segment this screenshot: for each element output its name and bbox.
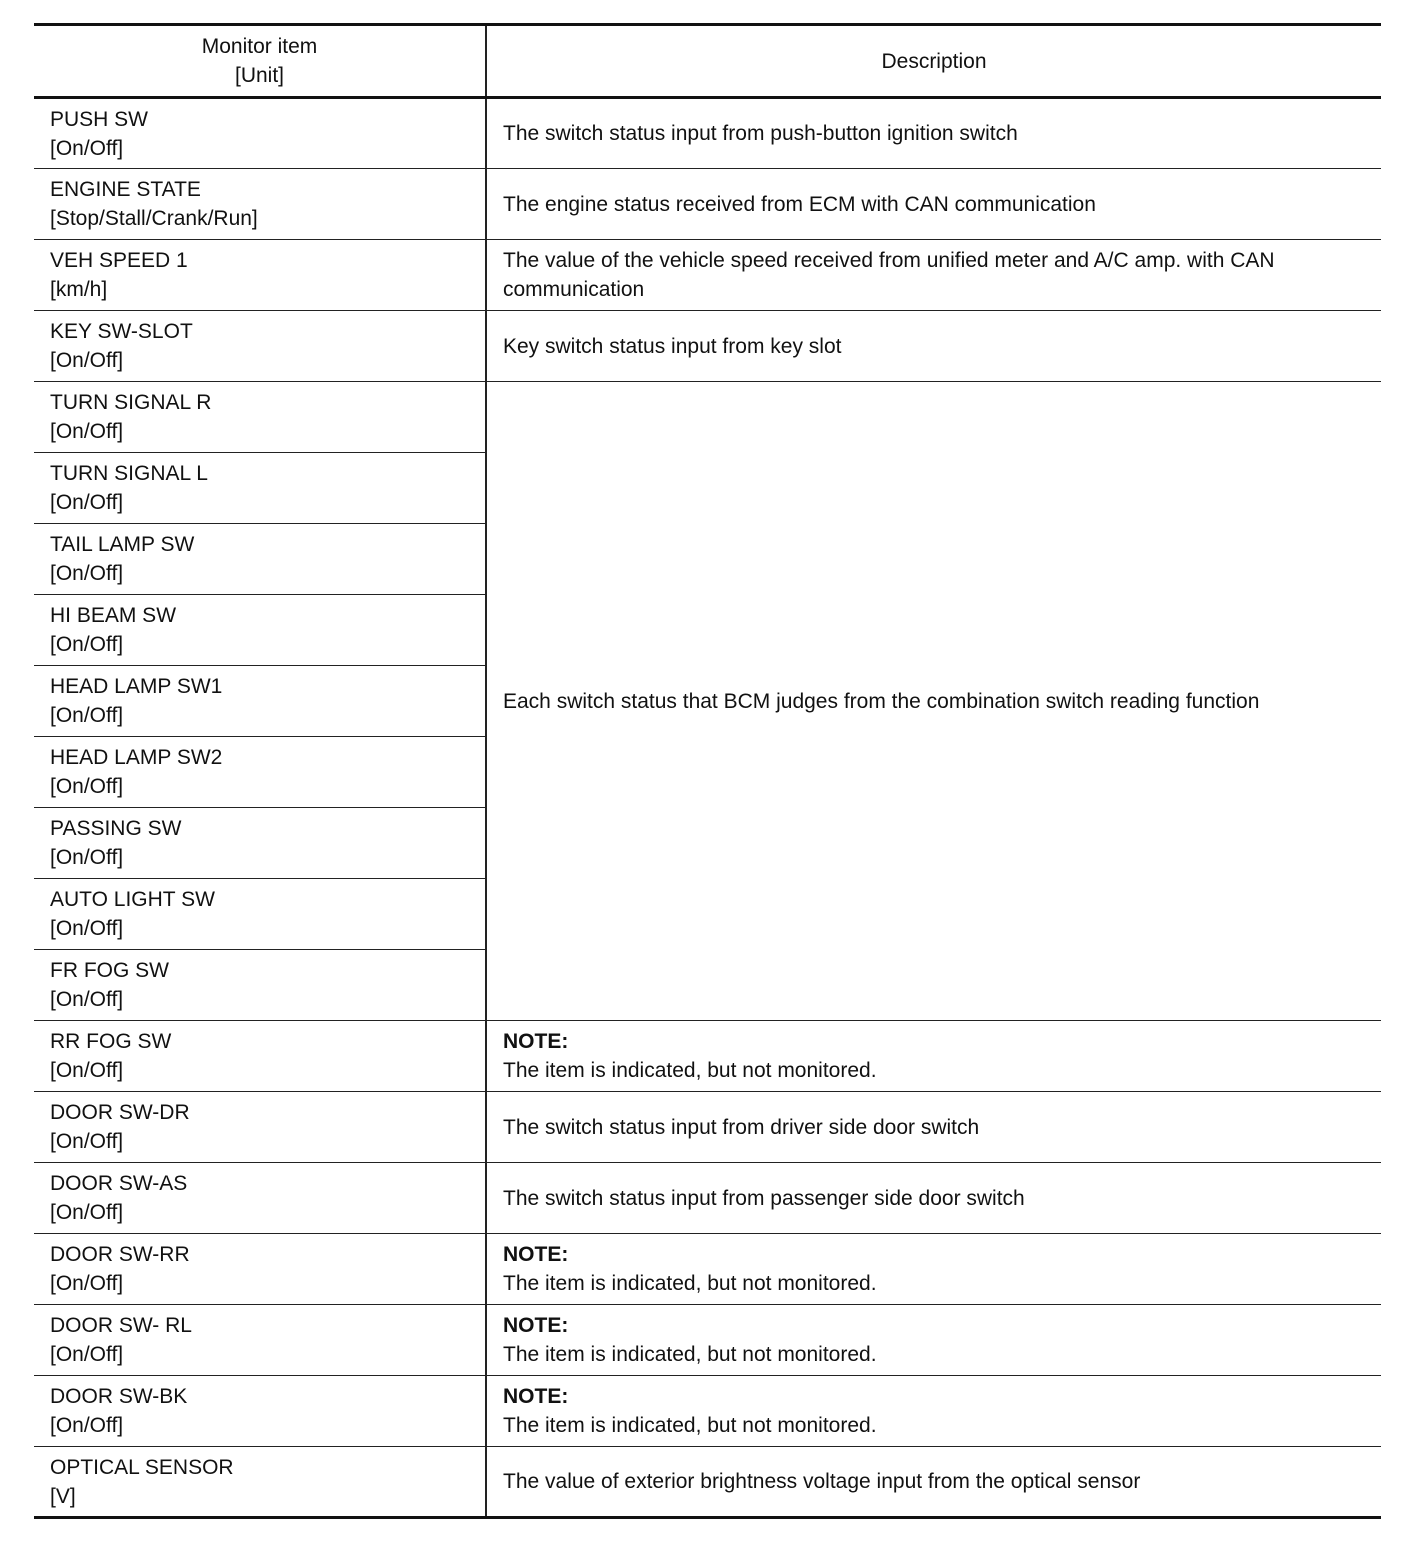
table-row bbox=[34, 1163, 1381, 1234]
item-unit: [On/Off] bbox=[50, 1201, 124, 1224]
item-unit: [On/Off] bbox=[50, 349, 124, 372]
item-name: ENGINE STATE bbox=[50, 178, 201, 201]
item-unit: [On/Off] bbox=[50, 420, 124, 443]
table-row bbox=[34, 98, 1381, 169]
description-cell bbox=[486, 169, 1381, 240]
note-text: The item is indicated, but not monitored. bbox=[503, 1272, 877, 1295]
item-description: Each switch status that BCM judges from the combination switch reading function bbox=[503, 689, 1260, 713]
monitor-item-cell bbox=[34, 311, 486, 382]
item-name: PUSH SW bbox=[50, 107, 149, 131]
item-name: OPTICAL SENSOR bbox=[50, 1455, 234, 1479]
header-description-label: Description bbox=[881, 49, 987, 73]
item-description: The switch status input from passenger side door switch bbox=[503, 1186, 1025, 1210]
item-name: TURN SIGNAL L bbox=[50, 462, 208, 485]
note-label: NOTE: bbox=[503, 1030, 569, 1053]
monitor-item-cell bbox=[34, 453, 486, 524]
item-unit: [V] bbox=[50, 1484, 76, 1508]
description-cell bbox=[486, 1376, 1381, 1447]
item-unit: [On/Off] bbox=[50, 846, 124, 869]
monitor-item-table bbox=[34, 23, 1381, 1519]
item-description: The switch status input from driver side door switch bbox=[503, 1115, 980, 1139]
table-row bbox=[34, 1021, 1381, 1092]
monitor-item-cell bbox=[34, 666, 486, 737]
monitor-item-cell bbox=[34, 240, 486, 311]
item-name: VEH SPEED 1 bbox=[50, 249, 188, 272]
description-cell bbox=[486, 240, 1381, 311]
item-unit: [Stop/Stall/Crank/Run] bbox=[50, 207, 258, 230]
note-text: The item is indicated, but not monitored. bbox=[503, 1343, 877, 1366]
table-row bbox=[34, 1447, 1381, 1518]
monitor-item-cell bbox=[34, 1447, 486, 1518]
description-cell bbox=[486, 1092, 1381, 1163]
item-description: The value of the vehicle speed received from unified meter and A/C amp. with CAN communication bbox=[503, 249, 1275, 301]
table-header-row bbox=[34, 25, 1381, 98]
monitor-item-cell bbox=[34, 1021, 486, 1092]
item-name: HI BEAM SW bbox=[50, 604, 177, 627]
item-unit: [On/Off] bbox=[50, 1343, 124, 1366]
item-name: KEY SW-SLOT bbox=[50, 320, 193, 343]
monitor-item-cell bbox=[34, 169, 486, 240]
description-cell-merged bbox=[486, 382, 1381, 1021]
note-label: NOTE: bbox=[503, 1314, 569, 1337]
item-description: Key switch status input from key slot bbox=[503, 334, 842, 358]
item-name: PASSING SW bbox=[50, 817, 182, 840]
item-name: RR FOG SW bbox=[50, 1030, 172, 1053]
description-cell bbox=[486, 1234, 1381, 1305]
item-unit: [On/Off] bbox=[50, 1059, 124, 1082]
description-cell bbox=[486, 311, 1381, 382]
table-row bbox=[34, 1092, 1381, 1163]
description-cell bbox=[486, 1447, 1381, 1518]
item-unit: [On/Off] bbox=[50, 775, 124, 798]
item-unit: [On/Off] bbox=[50, 562, 124, 585]
note-text: The item is indicated, but not monitored. bbox=[503, 1414, 877, 1437]
note-label: NOTE: bbox=[503, 1243, 569, 1266]
header-unit-label: [Unit] bbox=[234, 64, 284, 87]
monitor-item-cell bbox=[34, 595, 486, 666]
item-description: The switch status input from push-button ignition switch bbox=[503, 122, 1018, 145]
item-name: FR FOG SW bbox=[50, 959, 169, 982]
item-unit: [On/Off] bbox=[50, 704, 124, 727]
item-unit: [On/Off] bbox=[50, 1272, 124, 1295]
monitor-item-cell bbox=[34, 382, 486, 453]
item-unit: [On/Off] bbox=[50, 1414, 124, 1437]
item-name: DOOR SW-AS bbox=[50, 1172, 188, 1195]
monitor-item-cell bbox=[34, 1234, 486, 1305]
header-description bbox=[486, 25, 1381, 98]
table-row bbox=[34, 1305, 1381, 1376]
table-row bbox=[34, 1234, 1381, 1305]
header-monitor-item bbox=[34, 25, 486, 98]
note-label: NOTE: bbox=[503, 1385, 569, 1408]
item-name: TAIL LAMP SW bbox=[50, 533, 195, 556]
description-cell bbox=[486, 1163, 1381, 1234]
item-name: HEAD LAMP SW2 bbox=[50, 746, 223, 769]
monitor-item-cell bbox=[34, 879, 486, 950]
monitor-item-cell bbox=[34, 950, 486, 1021]
item-description: The value of exterior brightness voltage input from the optical sensor bbox=[503, 1470, 1141, 1493]
item-name: DOOR SW-RR bbox=[50, 1243, 190, 1266]
monitor-item-cell bbox=[34, 524, 486, 595]
description-cell bbox=[486, 1305, 1381, 1376]
item-unit: [km/h] bbox=[50, 278, 108, 301]
table-row bbox=[34, 240, 1381, 311]
item-name: DOOR SW-DR bbox=[50, 1101, 190, 1124]
header-monitor-item-label: Monitor item bbox=[201, 35, 318, 58]
item-name: TURN SIGNAL R bbox=[50, 391, 212, 414]
table-row bbox=[34, 169, 1381, 240]
monitor-item-cell bbox=[34, 1092, 486, 1163]
note-text: The item is indicated, but not monitored. bbox=[503, 1059, 877, 1082]
item-unit: [On/Off] bbox=[50, 633, 124, 656]
monitor-item-cell bbox=[34, 1305, 486, 1376]
item-name: HEAD LAMP SW1 bbox=[50, 675, 223, 698]
item-unit: [On/Off] bbox=[50, 917, 124, 940]
description-cell bbox=[486, 98, 1381, 169]
monitor-item-cell bbox=[34, 1163, 486, 1234]
table-row bbox=[34, 311, 1381, 382]
table-row bbox=[34, 382, 1381, 453]
item-description: The engine status received from ECM with CAN communication bbox=[503, 192, 1096, 216]
item-unit: [On/Off] bbox=[50, 988, 124, 1011]
monitor-item-cell bbox=[34, 1376, 486, 1447]
table-row bbox=[34, 1376, 1381, 1447]
monitor-item-cell bbox=[34, 98, 486, 169]
item-name: DOOR SW-BK bbox=[50, 1385, 188, 1408]
monitor-item-cell bbox=[34, 737, 486, 808]
item-unit: [On/Off] bbox=[50, 1130, 124, 1153]
item-unit: [On/Off] bbox=[50, 136, 124, 160]
item-unit: [On/Off] bbox=[50, 491, 124, 514]
item-name: DOOR SW- RL bbox=[50, 1314, 192, 1337]
description-cell bbox=[486, 1021, 1381, 1092]
item-name: AUTO LIGHT SW bbox=[50, 888, 215, 911]
monitor-item-cell bbox=[34, 808, 486, 879]
